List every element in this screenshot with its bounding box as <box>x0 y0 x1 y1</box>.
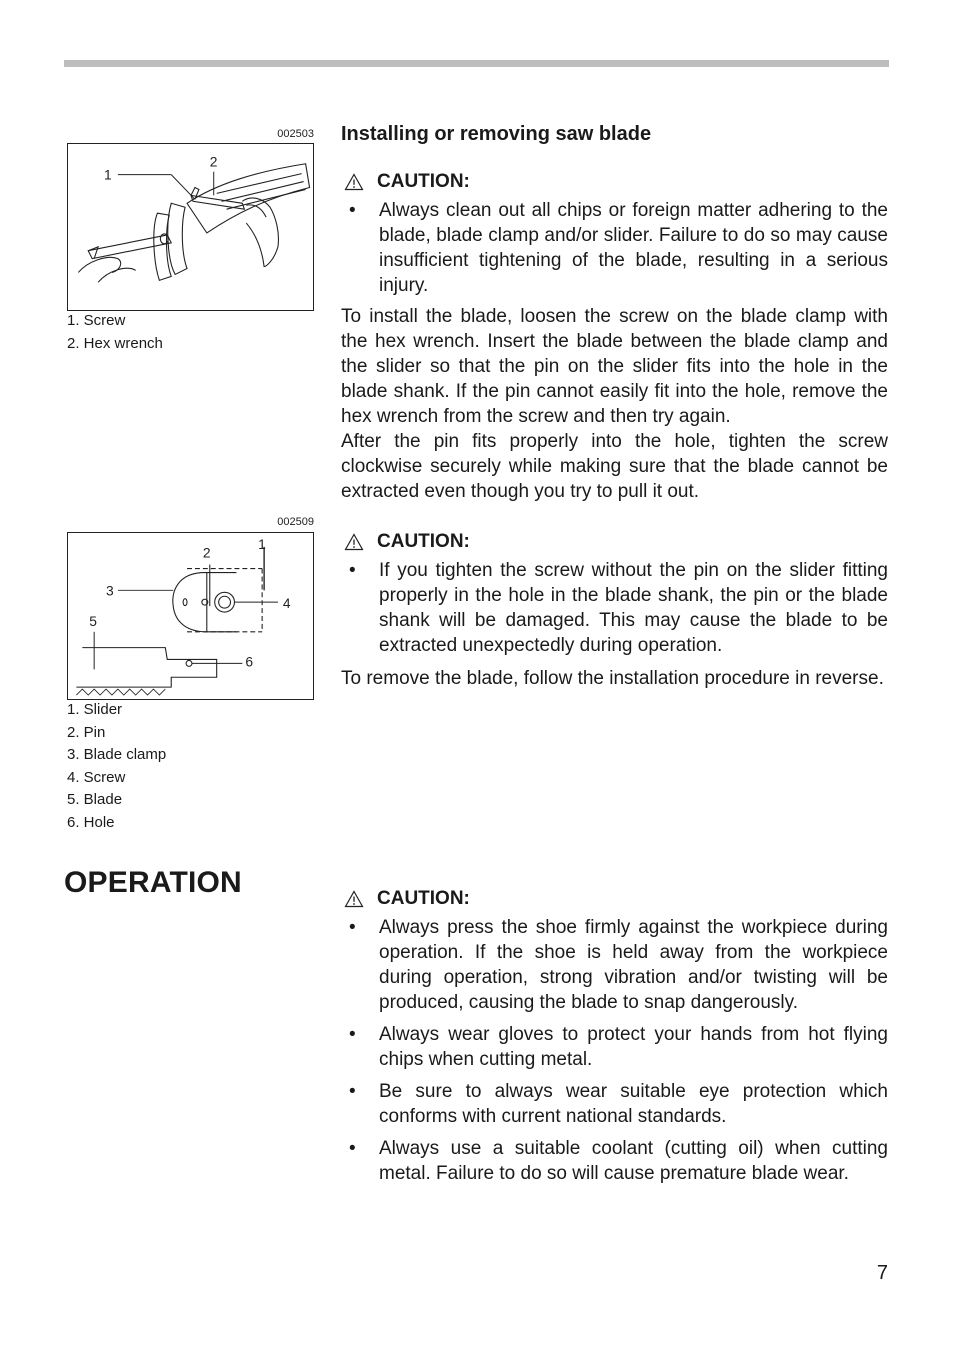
figure1-illustration <box>67 143 314 311</box>
warning-icon <box>344 173 364 191</box>
hex-wrench-illustration <box>68 144 313 310</box>
figure2-callout-2: 2 <box>202 544 211 561</box>
caution-item: • Always press the shoe firmly against the workpiece during operation. If the shoe is held away from the workpiece during operation, strong vibration and/or twisting will be produced, causing the blade to snap dangerously. <box>341 915 888 1015</box>
legend-item: 4. Screw <box>67 768 126 786</box>
figure1-legend <box>67 310 163 355</box>
caution-heading <box>341 886 888 911</box>
figure2-callout-3: 3 <box>106 582 114 599</box>
caution-heading <box>341 169 888 194</box>
figure2-legend <box>67 699 166 835</box>
warning-icon <box>344 890 364 908</box>
legend-item: 1. Slider <box>67 701 123 718</box>
install-instructions <box>341 304 888 504</box>
legend-item: 6. Hole <box>67 813 115 831</box>
caution-block-1 <box>341 169 888 305</box>
operation-heading: OPERATION <box>64 866 242 899</box>
legend-item: 5. Blade <box>67 791 123 809</box>
caution-block-3 <box>341 886 888 1193</box>
remove-instructions <box>341 666 888 691</box>
figure2-callout-4: 4 <box>282 595 291 612</box>
caution-block-2 <box>341 529 888 665</box>
legend-item: 1. Screw <box>67 312 126 329</box>
caution-heading <box>341 529 888 554</box>
figure2-code: 002509 <box>277 516 314 528</box>
caution-list <box>341 198 888 298</box>
figure1-code: 002503 <box>277 128 314 140</box>
figure2-illustration <box>67 532 314 700</box>
legend-item: 3. Blade clamp <box>67 746 167 764</box>
install-paragraph: To install the blade, loosen the screw on the blade clamp with the hex wrench. Insert the blade between the blade clamp and the slider so that the pin on the slider fits into the hole in the blade shank. If the pin cannot easily fit into the hole, remove the hex wrench from the screw and then try again. <box>341 306 888 427</box>
legend-item: 2. Hex wrench <box>67 334 163 352</box>
caution-list <box>341 558 888 658</box>
caution-label: CAUTION: <box>377 171 470 192</box>
installing-heading: Installing or removing saw blade <box>341 123 652 145</box>
figure2-callout-6: 6 <box>245 653 254 670</box>
page-number: 7 <box>876 1262 888 1284</box>
figure2-callout-1: 1 <box>258 535 266 552</box>
figure2-callout-5: 5 <box>89 612 97 629</box>
caution-list <box>341 915 888 1186</box>
figure1-callout-2: 2 <box>209 153 218 170</box>
caution-item: • Always clean out all chips or foreign matter adhering to the blade, blade clamp and/or slider. Failure to do so may cause insufficient tightening of the blade, resulting in a serious injury. <box>341 198 888 298</box>
caution-label: CAUTION: <box>377 888 470 909</box>
warning-icon <box>344 533 364 551</box>
legend-item: 2. Pin <box>67 723 106 741</box>
caution-item: • Always use a suitable coolant (cutting oil) when cutting metal. Failure to do so will cause premature blade wear. <box>341 1136 888 1186</box>
blade-clamp-diagram <box>68 533 313 699</box>
caution-item: • If you tighten the screw without the pin on the slider fitting properly in the hole in the blade shank, the pin or the blade shank will be damaged. This may cause the blade to be extracted unexpectedly during operation. <box>341 558 888 658</box>
figure1-callout-1: 1 <box>104 166 112 183</box>
caution-item: • Always wear gloves to protect your hands from hot flying chips when cutting metal. <box>341 1022 888 1072</box>
remove-paragraph: To remove the blade, follow the installation procedure in reverse. <box>341 668 884 689</box>
caution-label: CAUTION: <box>377 531 470 552</box>
header-rule <box>64 60 889 67</box>
caution-item: • Be sure to always wear suitable eye protection which conforms with current national standards. <box>341 1079 888 1129</box>
install-paragraph: After the pin fits properly into the hole, tighten the screw clockwise securely while making sure that the blade cannot be extracted even though you try to pull it out. <box>341 431 888 502</box>
